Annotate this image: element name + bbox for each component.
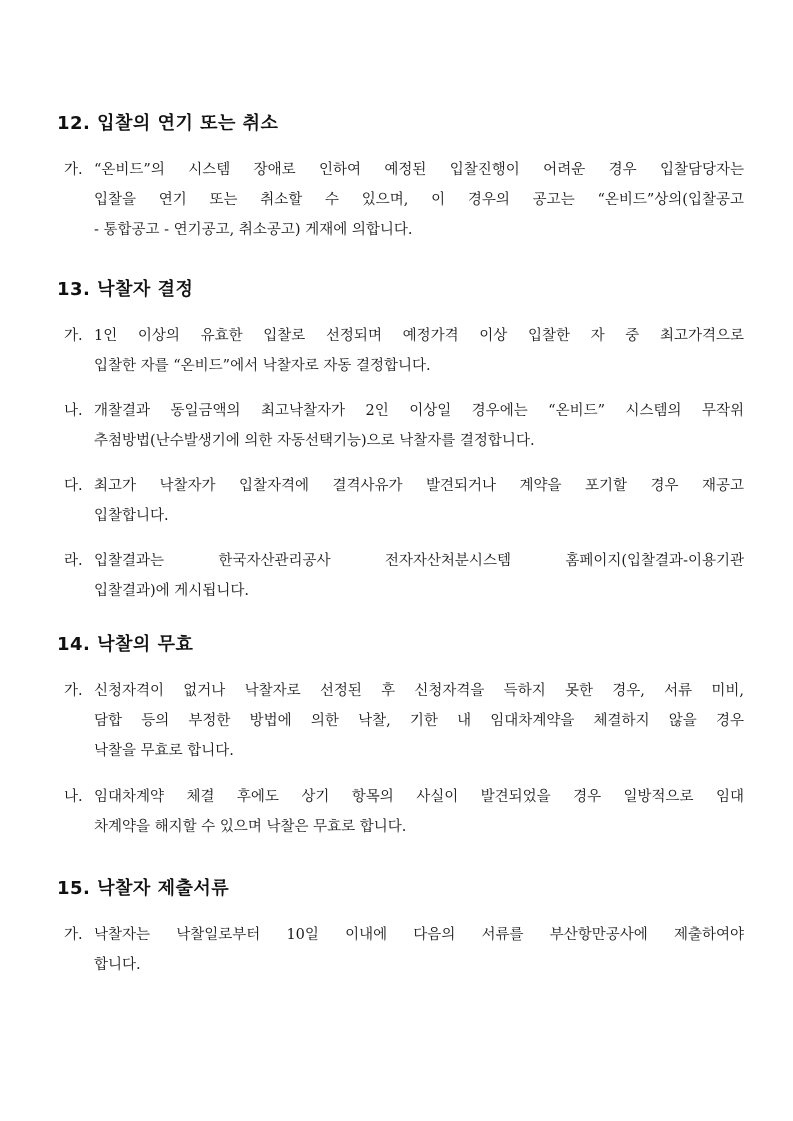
item-text-line: 개찰결과 동일금액의 최고낙찰자가 2인 이상일 경우에는 “온비드” 시스템의 무작위 [94,403,744,419]
section-heading-14: 14. 낙찰의 무효 [57,634,194,655]
item-marker: 가. [64,162,83,178]
item-text-line: 담합 등의 부정한 방법에 의한 낙찰, 기한 내 임대차계약을 체결하지 않을 경우 [94,713,744,729]
item-text-line: 입찰한 자를 “온비드”에서 낙찰자로 자동 결정합니다. [94,358,431,374]
item-marker: 나. [64,403,83,419]
list-item [64,546,744,606]
item-text-line: 입찰결과는 한국자산관리공사 전자자산처분시스템 홈페이지(입찰결과-이용기관 [94,553,744,569]
item-text-line: 낙찰자는 낙찰일로부터 10일 이내에 다음의 서류를 부산항만공사에 제출하여야 [94,927,744,943]
list-item [64,782,744,842]
item-text-line: 최고가 낙찰자가 입찰자격에 결격사유가 발견되거나 계약을 포기할 경우 재공고 [94,478,744,494]
list-item [64,920,744,980]
item-text-line: 낙찰을 무효로 합니다. [94,743,234,759]
item-text-line: - 통합공고 - 연기공고, 취소공고) 게재에 의합니다. [94,222,413,238]
item-text-line: 1인 이상의 유효한 입찰로 선정되며 예정가격 이상 입찰한 자 중 최고가격으로 [94,328,744,344]
item-text-line: 입찰을 연기 또는 취소할 수 있으며, 이 경우의 공고는 “온비드”상의(입찰공고 [94,192,744,208]
section-heading-13: 13. 낙찰자 결정 [57,279,194,300]
item-marker: 가. [64,328,83,344]
item-text-line: “온비드”의 시스템 장애로 인하여 예정된 입찰진행이 어려운 경우 입찰담당자는 [94,162,744,178]
list-item [64,155,744,245]
item-text-line: 차계약을 해지할 수 있으며 낙찰은 무효로 합니다. [94,819,407,835]
list-item [64,321,744,381]
item-text-line: 임대차계약 체결 후에도 상기 항목의 사실이 발견되었을 경우 일방적으로 임대 [94,789,744,805]
list-item [64,396,744,456]
item-text-line: 합니다. [94,957,141,973]
item-text-line: 입찰결과)에 게시됩니다. [94,583,249,599]
section-heading-12: 12. 입찰의 연기 또는 취소 [57,113,279,134]
item-marker: 라. [64,553,83,569]
item-marker: 나. [64,789,83,805]
item-text-line: 입찰합니다. [94,508,169,524]
item-marker: 다. [64,478,83,494]
item-marker: 가. [64,927,83,943]
item-text-line: 신청자격이 없거나 낙찰자로 선정된 후 신청자격을 득하지 못한 경우, 서류 미비, [94,683,744,699]
section-heading-15: 15. 낙찰자 제출서류 [57,878,230,899]
item-text-line: 추첨방법(난수발생기에 의한 자동선택기능)으로 낙찰자를 결정합니다. [94,433,535,449]
list-item [64,471,744,531]
list-item [64,676,744,766]
item-marker: 가. [64,683,83,699]
